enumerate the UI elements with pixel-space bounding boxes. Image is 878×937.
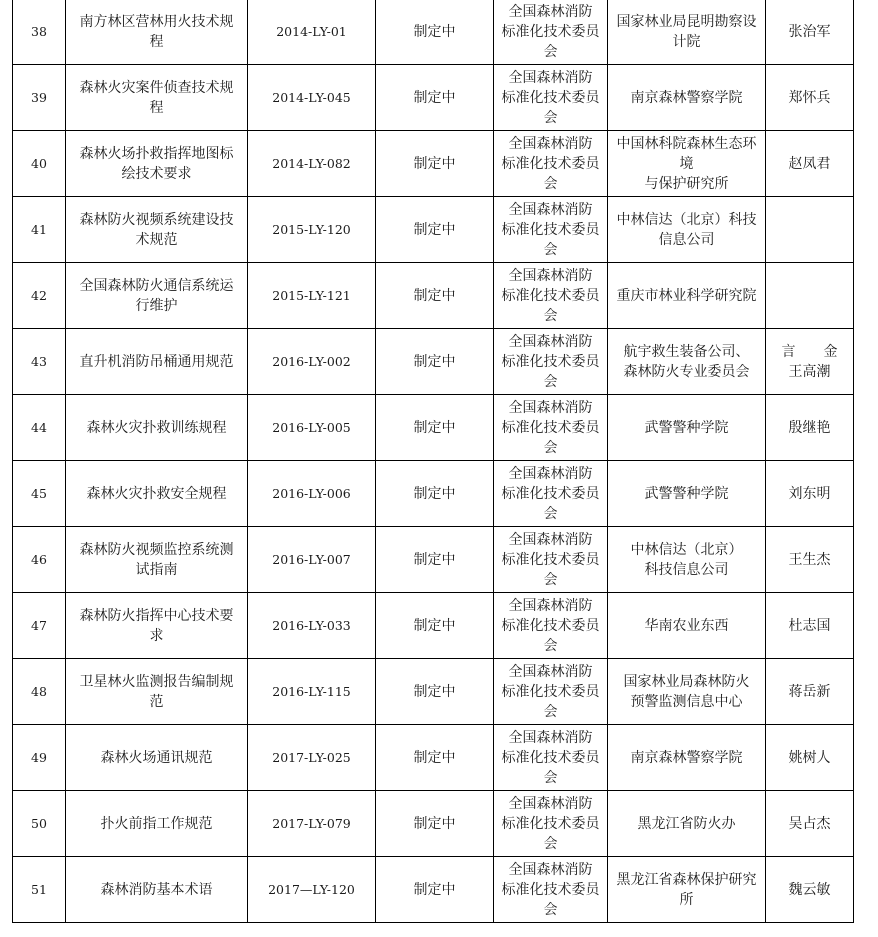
contact-person-cell [766,263,854,329]
committee-cell: 全国森林消防 标准化技术委员 会 [494,0,608,65]
table-row [13,725,854,791]
status-cell: 制定中 [376,131,494,197]
row-number-cell: 50 [13,791,66,857]
standard-name-cell: 森林防火指挥中心技术要 求 [66,593,248,659]
status-cell: 制定中 [376,527,494,593]
committee-cell: 全国森林消防 标准化技术委员 会 [494,263,608,329]
status-cell: 制定中 [376,857,494,923]
standards-table-body [13,0,854,923]
contact-person-cell: 刘东明 [766,461,854,527]
committee-cell: 全国森林消防 标准化技术委员 会 [494,197,608,263]
committee-cell: 全国森林消防 标准化技术委员 会 [494,659,608,725]
drafting-organization-cell: 重庆市林业科学研究院 [608,263,766,329]
status-cell: 制定中 [376,65,494,131]
table-row [13,263,854,329]
contact-person-cell [766,197,854,263]
standard-name-cell: 全国森林防火通信系统运 行维护 [66,263,248,329]
committee-cell: 全国森林消防 标准化技术委员 会 [494,725,608,791]
row-number-cell: 51 [13,857,66,923]
status-cell: 制定中 [376,395,494,461]
table-row [13,65,854,131]
standard-name-cell: 森林火灾案件侦查技术规 程 [66,65,248,131]
plan-code-cell: 2015-LY-120 [248,197,376,263]
drafting-organization-cell: 航宇救生装备公司、 森林防火专业委员会 [608,329,766,395]
row-number-cell: 38 [13,0,66,65]
plan-code-cell: 2017-LY-079 [248,791,376,857]
standard-name-cell: 森林防火视频系统建设技 术规范 [66,197,248,263]
row-number-cell: 48 [13,659,66,725]
committee-cell: 全国森林消防 标准化技术委员 会 [494,395,608,461]
drafting-organization-cell: 武警警种学院 [608,461,766,527]
drafting-organization-cell: 中林信达（北京） 科技信息公司 [608,527,766,593]
standard-name-cell: 扑火前指工作规范 [66,791,248,857]
standard-name-cell: 卫星林火监测报告编制规 范 [66,659,248,725]
contact-person-cell: 吴占杰 [766,791,854,857]
plan-code-cell: 2016-LY-005 [248,395,376,461]
plan-code-cell: 2014-LY-045 [248,65,376,131]
row-number-cell: 39 [13,65,66,131]
committee-cell: 全国森林消防 标准化技术委员 会 [494,131,608,197]
row-number-cell: 45 [13,461,66,527]
table-row [13,131,854,197]
drafting-organization-cell: 黑龙江省森林保护研究 所 [608,857,766,923]
drafting-organization-cell: 国家林业局昆明勘察设 计院 [608,0,766,65]
plan-code-cell: 2017-LY-025 [248,725,376,791]
plan-code-cell: 2016-LY-033 [248,593,376,659]
table-row [13,329,854,395]
row-number-cell: 40 [13,131,66,197]
contact-person-cell: 赵凤君 [766,131,854,197]
row-number-cell: 44 [13,395,66,461]
status-cell: 制定中 [376,725,494,791]
table-row [13,791,854,857]
plan-code-cell: 2016-LY-006 [248,461,376,527]
contact-person-cell: 言 金 王高潮 [766,329,854,395]
contact-person-cell: 魏云敏 [766,857,854,923]
table-row [13,659,854,725]
row-number-cell: 43 [13,329,66,395]
contact-person-cell: 张治军 [766,0,854,65]
drafting-organization-cell: 国家林业局森林防火 预警监测信息中心 [608,659,766,725]
drafting-organization-cell: 南京森林警察学院 [608,725,766,791]
table-row [13,0,854,65]
contact-person-cell: 姚树人 [766,725,854,791]
drafting-organization-cell: 华南农业东西 [608,593,766,659]
row-number-cell: 49 [13,725,66,791]
status-cell: 制定中 [376,263,494,329]
standard-name-cell: 直升机消防吊桶通用规范 [66,329,248,395]
standard-name-cell: 南方林区营林用火技术规 程 [66,0,248,65]
standard-name-cell: 森林火场扑救指挥地图标 绘技术要求 [66,131,248,197]
status-cell: 制定中 [376,461,494,527]
table-row [13,857,854,923]
row-number-cell: 42 [13,263,66,329]
row-number-cell: 41 [13,197,66,263]
plan-code-cell: 2015-LY-121 [248,263,376,329]
plan-code-cell: 2016-LY-007 [248,527,376,593]
row-number-cell: 46 [13,527,66,593]
status-cell: 制定中 [376,329,494,395]
committee-cell: 全国森林消防 标准化技术委员 会 [494,791,608,857]
row-number-cell: 47 [13,593,66,659]
contact-person-cell: 殷继艳 [766,395,854,461]
standards-table [12,0,854,923]
drafting-organization-cell: 中国林科院森林生态环 境 与保护研究所 [608,131,766,197]
plan-code-cell: 2014-LY-01 [248,0,376,65]
committee-cell: 全国森林消防 标准化技术委员 会 [494,593,608,659]
contact-person-cell: 王生杰 [766,527,854,593]
plan-code-cell: 2017—LY-120 [248,857,376,923]
committee-cell: 全国森林消防 标准化技术委员 会 [494,461,608,527]
plan-code-cell: 2014-LY-082 [248,131,376,197]
contact-person-cell: 杜志国 [766,593,854,659]
contact-person-cell: 蒋岳新 [766,659,854,725]
plan-code-cell: 2016-LY-002 [248,329,376,395]
status-cell: 制定中 [376,593,494,659]
standard-name-cell: 森林火灾扑救安全规程 [66,461,248,527]
drafting-organization-cell: 南京森林警察学院 [608,65,766,131]
drafting-organization-cell: 中林信达（北京）科技 信息公司 [608,197,766,263]
standard-name-cell: 森林火灾扑救训练规程 [66,395,248,461]
committee-cell: 全国森林消防 标准化技术委员 会 [494,857,608,923]
standard-name-cell: 森林防火视频监控系统测 试指南 [66,527,248,593]
status-cell: 制定中 [376,0,494,65]
status-cell: 制定中 [376,659,494,725]
table-row [13,527,854,593]
drafting-organization-cell: 武警警种学院 [608,395,766,461]
table-row [13,395,854,461]
status-cell: 制定中 [376,197,494,263]
committee-cell: 全国森林消防 标准化技术委员 会 [494,65,608,131]
table-row [13,593,854,659]
contact-person-cell: 郑怀兵 [766,65,854,131]
table-row [13,461,854,527]
status-cell: 制定中 [376,791,494,857]
plan-code-cell: 2016-LY-115 [248,659,376,725]
standard-name-cell: 森林火场通讯规范 [66,725,248,791]
drafting-organization-cell: 黑龙江省防火办 [608,791,766,857]
standard-name-cell: 森林消防基本术语 [66,857,248,923]
committee-cell: 全国森林消防 标准化技术委员 会 [494,329,608,395]
table-row [13,197,854,263]
committee-cell: 全国森林消防 标准化技术委员 会 [494,527,608,593]
